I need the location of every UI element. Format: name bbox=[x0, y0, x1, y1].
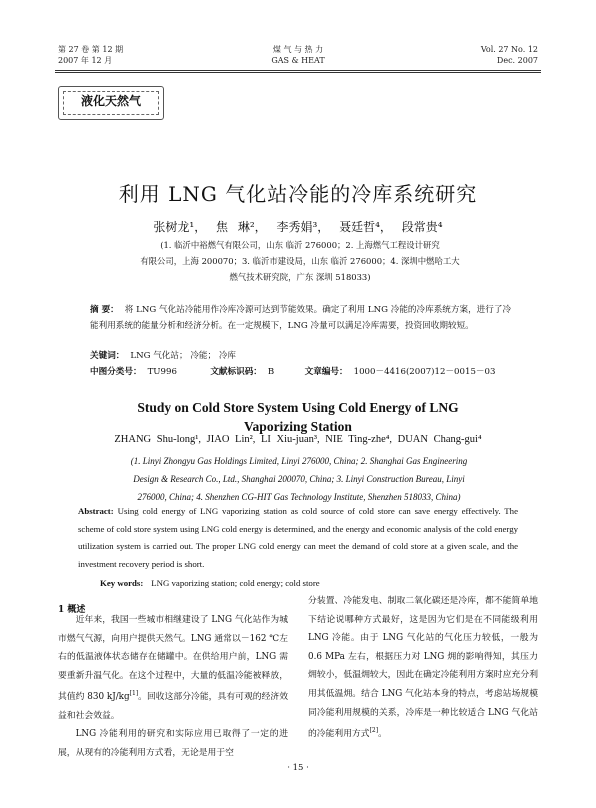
body-paragraph bbox=[308, 592, 538, 744]
section-heading: 1 概述 bbox=[58, 605, 86, 615]
keywords-cn bbox=[90, 348, 512, 364]
abstract-en bbox=[78, 503, 518, 573]
body-paragraph bbox=[58, 611, 288, 725]
article-title-en-line1: Study on Cold Store System Using Cold Energy of LNG bbox=[137, 400, 459, 415]
abstract-cn bbox=[90, 302, 512, 334]
citation-ref: [2] bbox=[369, 727, 379, 735]
paragraph-text: 近年来，我国一些城市相继建设了 LNG 气化站作为城市燃气气源，向用户提供天然气。LNG 通常以－162 ℃左右的低温液体状态储存在储罐中。在供给用户前，LNG 需要重新升温气化。在这个过程中，大量的低温冷能被释放，其值约 830 kJ/kg bbox=[58, 615, 288, 703]
citation-ref: [1] bbox=[129, 690, 139, 698]
clc-label: 中图分类号： bbox=[90, 367, 142, 377]
doc-code-value: B bbox=[267, 367, 275, 377]
body-column-right bbox=[308, 592, 538, 744]
paragraph-text: 。回收这部分冷能，具有可观的经济效益和社会效益。 bbox=[58, 692, 288, 721]
affiliation-cn-line: (1. 临沂中裕燃气有限公司，山东 临沂 276000；2. 上海燃气工程设计研究 bbox=[160, 240, 440, 250]
article-title-en bbox=[0, 398, 596, 436]
affiliation-cn bbox=[110, 237, 490, 285]
affiliation-en-line: (1. Linyi Zhongyu Gas Holdings Limited, Linyi 276000, China; 2. Shanghai Gas Engineering bbox=[130, 456, 468, 466]
article-number-value: 1000－4416(2007)12－0015－03 bbox=[353, 367, 496, 377]
page-number: · 15 · bbox=[287, 763, 309, 773]
keywords-cn-label: 关键词： bbox=[90, 351, 125, 361]
affiliation-cn-line: 燃气技术研究院，广东 深圳 518033) bbox=[229, 272, 371, 282]
keywords-cn-text: LNG 气化站； 冷能； 冷库 bbox=[130, 351, 237, 361]
classification-row bbox=[90, 364, 512, 380]
section-badge-label: 液化天然气 bbox=[80, 94, 141, 108]
abstract-en-text: Using cold energy of LNG vaporizing station as cold source of cold store can save energy effectively. The scheme of cold store system using LNG cold energy is determined, and the energy and economic analysis of the cold energy utilization system is carried out. The proper LNG cold energy can meet the demand of cold store at a given scale, and the investment recovery period is short. bbox=[78, 506, 518, 569]
journal-name-cn: 煤 气 与 热 力 bbox=[272, 45, 324, 54]
volume-issue-en: Vol. 27 No. 12 bbox=[480, 45, 538, 54]
affiliation-en bbox=[100, 452, 498, 506]
paragraph-text: 分装置、冷能发电、制取二氧化碳还是冷库，都不能简单地下结论说哪种方式最好，这是因为它们是在不同能级利用 LNG 冷能。由于 LNG 气化站的气化压力较低，一般为 0.6 MPa 左右，根据压力对 LNG 㶲的影响得知，其压力㶲较小，低温㶲较大，因此在确定冷能利用方案时应充分利用其低温㶲。结合 LNG 气化站本身的特点，考虑站场规模同冷能利用规模的关系，冷库是一种比较适合 LNG 气化站的冷能利用方式 bbox=[308, 596, 538, 740]
volume-issue: 第 27 卷 第 12 期 bbox=[58, 45, 124, 54]
keywords-en-label: Key words: bbox=[100, 578, 144, 588]
article-title-cn: 利用 LNG 气化站冷能的冷库系统研究 bbox=[118, 182, 478, 206]
abstract-en-label: Abstract: bbox=[78, 506, 114, 516]
issue-date-en: Dec. 2007 bbox=[496, 56, 538, 65]
header-rule-bottom bbox=[55, 72, 541, 73]
authors-cn: 张树龙¹， 焦 琳²， 李秀娟³， 聂廷哲⁴， 段常贵⁴ bbox=[153, 220, 443, 234]
article-title-en-line2: Vaporizing Station bbox=[244, 419, 352, 434]
abstract-cn-text: 将 LNG 气化站冷能用作冷库冷源可达到节能效果。确定了利用 LNG 冷能的冷库系统方案，进行了冷能利用系统的能量分析和经济分析。在一定规模下，LNG 冷量可以满足冷库需要，投资回收期较短。 bbox=[90, 305, 512, 331]
header-rule-top bbox=[55, 70, 541, 71]
paragraph-text: 。 bbox=[378, 729, 387, 740]
abstract-cn-label: 摘 要： bbox=[90, 305, 119, 315]
affiliation-en-line: 276000, China; 4. Shenzhen CG-HIT Gas Technology Institute, Shenzhen 518033, China) bbox=[137, 492, 461, 502]
article-number-label: 文章编号： bbox=[304, 367, 348, 377]
journal-name-en: GAS & HEAT bbox=[271, 56, 325, 65]
affiliation-en-line: Design & Research Co., Ltd., Shanghai 200070, China; 3. Linyi Construction Bureau, Linyi bbox=[133, 474, 465, 484]
body-column-left bbox=[58, 611, 288, 763]
authors-en: ZHANG Shu-long¹, JIAO Lin², LI Xiu-juan³, NIE Ting-zhe⁴, DUAN Chang-gui⁴ bbox=[114, 434, 482, 445]
section-badge bbox=[58, 86, 164, 120]
issue-date: 2007 年 12 月 bbox=[58, 56, 113, 65]
keywords-en bbox=[100, 578, 520, 588]
doc-code-label: 文献标识码： bbox=[210, 367, 262, 377]
clc-value: TU996 bbox=[147, 367, 177, 377]
affiliation-cn-line: 有限公司，上海 200070；3. 临沂市建设局，山东 临沂 276000；4. 深圳中燃哈工大 bbox=[140, 256, 460, 266]
keywords-en-text: LNG vaporizing station; cold energy; cold store bbox=[151, 578, 320, 588]
journal-volume-en bbox=[481, 44, 538, 66]
body-paragraph: LNG 冷能利用的研究和实际应用已取得了一定的进展，从现有的冷能利用方式看，无论是用于空 bbox=[58, 729, 288, 759]
